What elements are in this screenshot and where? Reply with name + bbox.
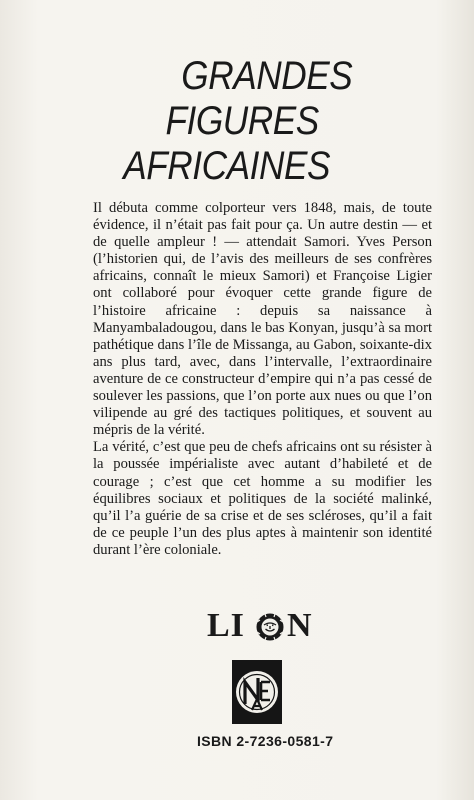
blurb-paragraph-1: Il débuta comme colporteur vers 1848, mais, de toute évidence, il n’était pas fait pour ça. Un autre destin — et de quelle ampleur ! — attendait Samori. Yves Person (l’historien qui, de l’avis des meilleurs de ses confrères africains, connaît le mieux Samori) et Françoise Ligier ont collaboré pour évoquer cette grande figure de l’histoire africaine : depuis sa naissance à Manyambaladougou, dans le bas Konyan, jusqu’à sa mort pathétique dans l’île de Missanga, au Gabon, soixante-dix ans plus tard, avec, dans l’intervalle, l’extraordinaire aventure de ce constructeur d’empire qui n’a pas cessé de soulever les passions, que l’on porte aux nues ou que l’on vilipende au gré des tactiques politiques, et souvent au mépris de la vérité. [93, 200, 432, 439]
isbn-number: ISBN 2-7236-0581-7 [197, 733, 334, 749]
lion-text-right: N [287, 607, 313, 644]
title-line-3: AFRICAINES [123, 144, 331, 188]
blurb [93, 200, 432, 559]
title-line-1: GRANDES [181, 54, 353, 98]
blurb-paragraph-2: La vérité, c’est que peu de chefs africains ont su résister à la poussée impérialiste avec autant d’habileté et de courage ; c’est que cet homme a su modifier les équilibres sociaux et politiques de la société malinké, qu’il l’a guérie de sa crise et de ses scléroses, qu’il a fait de ce peuple l’un des plus aptes à maintenir son identité durant l’ère coloniale. [93, 439, 432, 558]
title-line-2: FIGURES [165, 99, 319, 143]
nea-publisher-logo-icon [225, 660, 289, 724]
lion-face-icon [255, 612, 285, 642]
lion-text-left: LI [207, 607, 245, 644]
lion-imprint [207, 606, 317, 646]
